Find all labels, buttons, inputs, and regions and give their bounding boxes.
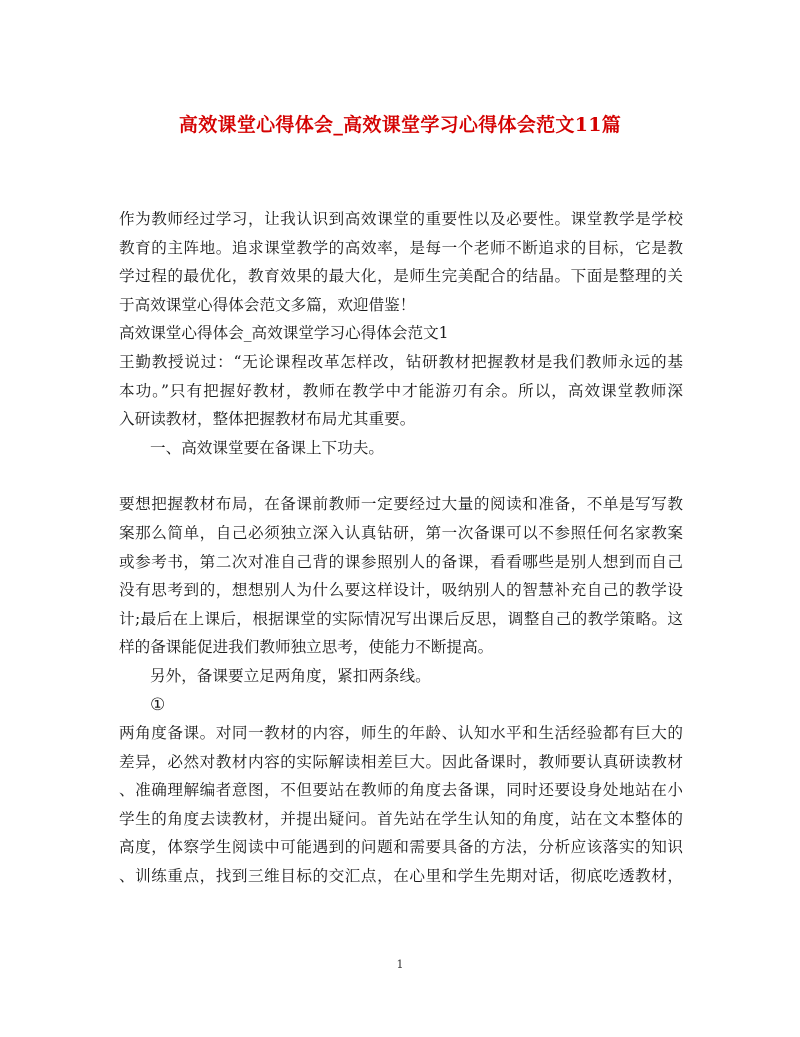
intro-line: 于高效课堂心得体会范文多篇，欢迎借鉴！ — [119, 295, 416, 314]
document-title: 高效课堂心得体会_高效课堂学习心得体会范文11篇 — [178, 114, 622, 136]
paragraph-line: 高度，体察学生阅读中可能遇到的问题和需要具备的方法，分析应该落实的知识 — [119, 838, 683, 857]
quote-line: 本功。”只有把握好教材，教师在教学中才能游刃有余。所以，高效课堂教师深 — [119, 381, 683, 400]
intro-line: 教育的主阵地。追求课堂教学的高效率，是每一个老师不断追求的目标，它是教 — [119, 238, 683, 257]
paragraph-line: 或参考书，第二次对准自己背的课参照别人的备课，看看哪些是别人想到而自己 — [119, 552, 683, 571]
section-heading: 高效课堂心得体会_高效课堂学习心得体会范文1 — [119, 324, 449, 343]
paragraph-line: 案那么简单，自己必须独立深入认真钻研，第一次备课可以不参照任何名家教案 — [119, 523, 683, 542]
paragraph-line: 学生的角度去读教材，并提出疑问。首先站在学生认知的角度，站在文本整体的 — [119, 809, 683, 828]
paragraph-line: 、准确理解编者意图，不但要站在教师的角度去备课，同时还要设身处地站在小 — [119, 781, 683, 800]
aspect-line: 另外，备课要立足两角度，紧扣两条线。 — [150, 666, 431, 685]
paragraph-line: 样的备课能促进我们教师独立思考，使能力不断提高。 — [119, 638, 494, 657]
point-heading: 一、高效课堂要在备课上下功夫。 — [150, 438, 384, 457]
paragraph-line: 要想把握教材布局，在备课前教师一定要经过大量的阅读和准备，不单是写写教 — [119, 495, 683, 514]
document-body — [119, 205, 683, 891]
circled-number-marker: ① — [150, 694, 166, 715]
quote-line: 入研读教材，整体把握教材布局尤其重要。 — [119, 410, 416, 429]
paragraph-line: 计;最后在上课后，根据课堂的实际情况写出课后反思，调整自己的教学策略。这 — [119, 609, 683, 628]
quote-line: 王勤教授说过：“无论课程改革怎样改，钻研教材把握教材是我们教师永远的基 — [119, 352, 683, 371]
paragraph-line: 两角度备课。对同一教材的内容，师生的年龄、认知水平和生活经验都有巨大的 — [119, 724, 683, 743]
paragraph-line: 、训练重点，找到三维目标的交汇点，在心里和学生先期对话，彻底吃透教材， — [119, 867, 683, 886]
page-number: 1 — [396, 958, 404, 971]
intro-line: 作为教师经过学习，让我认识到高效课堂的重要性以及必要性。课堂教学是学校 — [119, 210, 683, 228]
paragraph-line: 没有思考到的，想想别人为什么要这样设计，吸纳别人的智慧补充自己的教学设 — [119, 581, 683, 600]
paragraph-gap — [119, 462, 683, 490]
paragraph-line: 差异，必然对教材内容的实际解读相差巨大。因此备课时，教师要认真研读教材 — [119, 752, 683, 771]
intro-line: 学过程的最优化，教育效果的最大化，是师生完美配合的结晶。下面是整理的关 — [119, 267, 683, 286]
